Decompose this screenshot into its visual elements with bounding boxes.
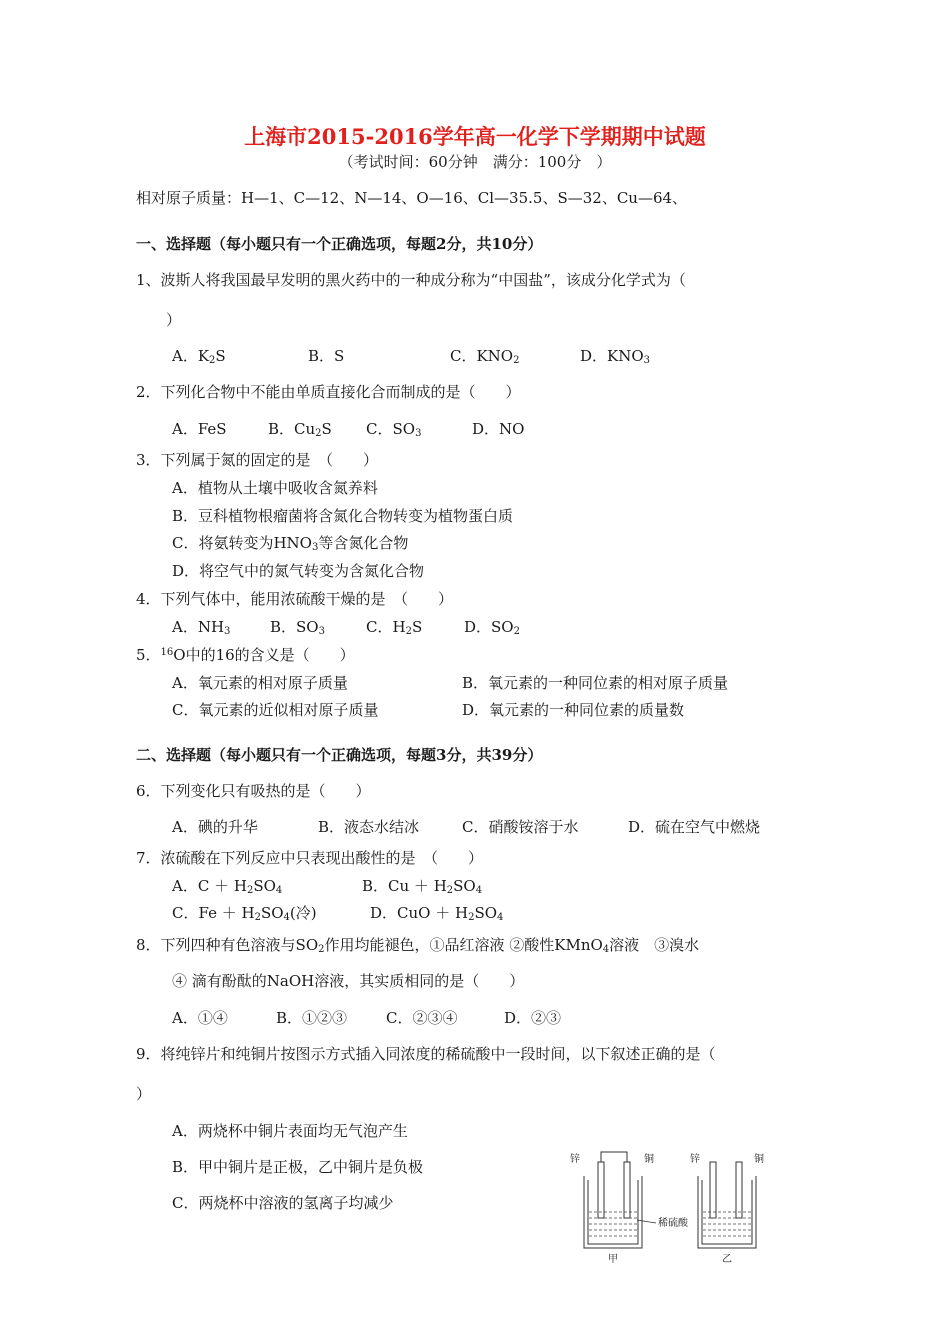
question-3-option-d: D．将空气中的氮气转变为含氮化合物 xyxy=(172,562,425,580)
question-2-option-a: A．FeS xyxy=(172,420,227,438)
question-5-stem: 5．$^{16}$O中的16的含义是（ ） xyxy=(136,646,355,664)
atomic-masses: 相对原子质量：H—1、C—12、N—14、O—16、Cl—35.5、S—32、Cu—64、 xyxy=(136,189,688,207)
question-7-option-c: C．$Fe + H_2SO_4$(冷) xyxy=(172,904,317,923)
question-8-stem: 8．下列四种有色溶液与$SO_2$作用均能褪色，①品红溶液 ②酸性KMnO$_4$溶液 ③溴水 xyxy=(136,936,700,955)
question-9-option-a: A．两烧杯中铜片表面均无气泡产生 xyxy=(172,1122,408,1140)
question-2-stem: 2．下列化合物中不能由单质直接化合而制成的是（ ） xyxy=(136,383,521,401)
copper-label-left: 铜 xyxy=(644,1154,654,1165)
question-2-option-c: C．$SO_3$ xyxy=(366,420,422,439)
question-5-option-d: D．氧元素的一种同位素的质量数 xyxy=(462,701,685,719)
page-title: 上海市2015-2016学年高一化学下学期期中试题 xyxy=(244,124,706,149)
question-6-stem: 6．下列变化只有吸热的是（ ） xyxy=(136,782,371,800)
question-4-stem: 4．下列气体中，能用浓硫酸干燥的是 （ ） xyxy=(136,590,454,608)
question-1-stem-continued: ） xyxy=(166,311,182,329)
section-1-heading: 一、选择题（每小题只有一个正确选项，每题2分，共10分） xyxy=(136,235,543,253)
section-2-heading: 二、选择题（每小题只有一个正确选项，每题3分，共39分） xyxy=(136,746,543,764)
question-4-option-a: A．$NH_3$ xyxy=(172,618,231,637)
question-3-option-c: C．将氨转变为$HNO_3$等含氮化合物 xyxy=(172,534,409,553)
question-4-option-b: B．$SO_3$ xyxy=(270,618,325,637)
question-6-option-b: B．液态水结冰 xyxy=(318,818,420,836)
question-7-option-d: D．CuO ＋ $H_2SO_4$ xyxy=(370,904,504,923)
question-4-option-d: D．$SO_2$ xyxy=(464,618,520,637)
question-8-option-c: C．②③④ xyxy=(386,1009,458,1027)
galvanic-cell-figure xyxy=(568,1148,768,1268)
question-5-option-b: B．氧元素的一种同位素的相对原子质量 xyxy=(462,674,729,692)
question-3-option-b: B．豆科植物根瘤菌将含氮化合物转变为植物蛋白质 xyxy=(172,507,514,525)
question-1-option-c: C．$KNO_2$ xyxy=(450,347,520,366)
question-9-stem: 9．将纯锌片和纯铜片按图示方式插入同浓度的稀硫酸中一段时间，以下叙述正确的是（ xyxy=(136,1045,716,1063)
question-1-option-b: B．S xyxy=(308,347,345,365)
question-8-option-d: D．②③ xyxy=(504,1009,562,1027)
question-3-option-a: A．植物从土壤中吸收含氮养料 xyxy=(172,479,378,497)
acid-pointer xyxy=(637,1220,656,1223)
question-5-option-c: C．氧元素的近似相对原子质量 xyxy=(172,701,379,719)
question-5-option-a: A．氧元素的相对原子质量 xyxy=(172,674,348,692)
acid-label: 稀硫酸 xyxy=(658,1218,688,1229)
question-8-option-a: A．①④ xyxy=(172,1009,228,1027)
beaker-label-right: 乙 xyxy=(722,1254,732,1265)
question-3-stem: 3．下列属于氮的固定的是 （ ） xyxy=(136,451,379,469)
question-9-stem-continued: ） xyxy=(136,1085,152,1103)
zinc-label-left: 锌 xyxy=(570,1154,580,1165)
copper-label-right: 铜 xyxy=(754,1154,764,1165)
question-7-stem: 7．浓硫酸在下列反应中只表现出酸性的是 （ ） xyxy=(136,849,484,867)
question-7-option-b: B．$Cu + H_2SO_4$ xyxy=(362,877,483,896)
question-9-option-c: C．两烧杯中溶液的氢离子均减少 xyxy=(172,1194,394,1212)
question-1-option-a: A．$K_2S$ xyxy=(172,347,226,366)
question-2-option-d: D．NO xyxy=(472,420,525,438)
zinc-label-right: 锌 xyxy=(690,1154,700,1165)
question-7-option-a: A．$C + H_2SO_4$ xyxy=(172,877,283,896)
question-2-option-b: B．$Cu_2S$ xyxy=(268,420,332,439)
question-6-option-a: A．碘的升华 xyxy=(172,818,258,836)
beaker-right xyxy=(698,1162,756,1248)
question-6-option-d: D．硫在空气中燃烧 xyxy=(628,818,761,836)
question-8-stem-line-2: ④ 滴有酚酞的NaOH溶液，其实质相同的是（ ） xyxy=(172,972,525,990)
question-1-stem: 1、波斯人将我国最早发明的黑火药中的一种成分称为“中国盐”，该成分化学式为（ xyxy=(136,271,686,289)
question-1-option-d: D．$KNO_3$ xyxy=(580,347,651,366)
exam-info: （考试时间：60分钟 满分：100分 ） xyxy=(338,153,612,171)
question-8-option-b: B．①②③ xyxy=(276,1009,348,1027)
beaker-left xyxy=(584,1152,642,1248)
question-9-option-b: B．甲中铜片是正极，乙中铜片是负极 xyxy=(172,1158,424,1176)
beaker-label-left: 甲 xyxy=(608,1254,618,1265)
question-4-option-c: C．$H_2S$ xyxy=(366,618,423,637)
question-6-option-c: C．硝酸铵溶于水 xyxy=(462,818,579,836)
